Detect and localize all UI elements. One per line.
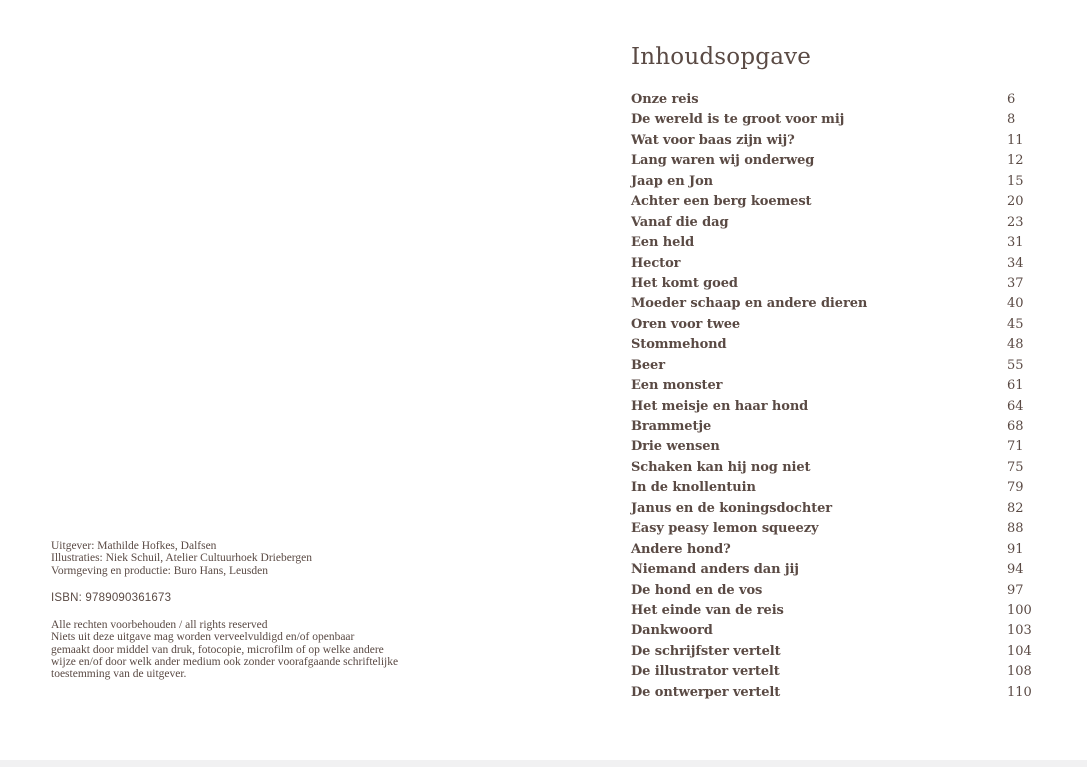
- toc-entry: [631, 458, 1041, 478]
- toc-entry-title: Moeder schaap en andere dieren: [631, 296, 868, 312]
- toc-entry-title: Beer: [631, 357, 665, 373]
- toc-entry-title: Onze reis: [631, 92, 699, 107]
- toc-entry: [631, 254, 1041, 274]
- toc-entry-page-number: 11: [1007, 132, 1024, 148]
- toc-entry-page-number: 79: [1007, 480, 1024, 496]
- toc-entry: [631, 356, 1041, 376]
- toc-entry-page-number: 45: [1007, 316, 1024, 332]
- toc-entry-title: Dankwoord: [631, 623, 713, 639]
- toc-entry: [631, 233, 1041, 253]
- toc-entry-page-number: 23: [1007, 214, 1024, 230]
- toc-entry-page-number: 71: [1007, 439, 1024, 455]
- toc-entry-page-number: 110: [1007, 684, 1032, 700]
- toc-list: [631, 90, 1041, 703]
- illustrations-line: Illustraties: Niek Schuil, Atelier Cultuurhoek Driebergen: [51, 552, 313, 565]
- rights-line: gemaakt door middel van druk, fotocopie, microfilm of op welke andere: [51, 643, 384, 656]
- toc-entry: [631, 519, 1041, 539]
- toc-entry-title: Oren voor twee: [631, 316, 741, 332]
- toc-entry-page-number: 75: [1007, 459, 1024, 475]
- toc-entry-title: Stommehond: [631, 337, 727, 353]
- toc-entry-page-number: 104: [1007, 643, 1032, 659]
- toc-entry: [631, 172, 1041, 192]
- rights-line: wijze en/of door welk ander medium ook zonder voorafgaande schriftelijke: [51, 656, 399, 669]
- toc-entry-title: De schrijfster vertelt: [631, 643, 781, 659]
- toc-entry-title: Lang waren wij onderweg: [631, 153, 815, 169]
- rights-text: [51, 631, 496, 680]
- toc-entry-page-number: 48: [1007, 337, 1024, 353]
- toc-entry-page-number: 91: [1007, 541, 1024, 557]
- toc-entry-page-number: 55: [1007, 357, 1024, 373]
- toc-entry: [631, 540, 1041, 560]
- toc-title: Inhoudsopgave: [631, 44, 812, 70]
- toc-entry-title: Jaap en Jon: [631, 173, 714, 189]
- toc-entry-page-number: 12: [1007, 153, 1024, 169]
- design-line: Vormgeving en productie: Buro Hans, Leusden: [51, 564, 268, 577]
- toc-entry-title: De illustrator vertelt: [631, 664, 780, 680]
- toc-entry-title: Easy peasy lemon squeezy: [631, 521, 819, 537]
- rights-title: Alle rechten voorbehouden / all rights reserved: [51, 619, 268, 632]
- toc-entry: [631, 621, 1041, 641]
- toc-entry-title: Een monster: [631, 378, 723, 394]
- toc-entry: [631, 376, 1041, 396]
- toc-entry-page-number: 8: [1007, 112, 1016, 128]
- toc-entry-page-number: 88: [1007, 521, 1024, 537]
- toc-entry: [631, 315, 1041, 335]
- toc-entry-page-number: 97: [1007, 582, 1024, 598]
- toc-entry-title: Niemand anders dan jij: [631, 562, 799, 578]
- toc-entry-page-number: 64: [1007, 398, 1024, 414]
- toc-entry-page-number: 15: [1007, 173, 1024, 189]
- toc-entry-page-number: 68: [1007, 419, 1024, 434]
- toc-entry-page-number: 31: [1007, 235, 1024, 251]
- toc-entry: [631, 499, 1041, 519]
- toc-entry-title: Het meisje en haar hond: [631, 398, 809, 414]
- toc-entry: [631, 581, 1041, 601]
- toc-entry-page-number: 20: [1007, 194, 1024, 210]
- toc-entry: [631, 131, 1041, 151]
- toc-entry-page-number: 34: [1007, 255, 1024, 271]
- toc-entry-title: Drie wensen: [631, 439, 720, 455]
- toc-entry-page-number: 40: [1007, 296, 1024, 312]
- toc-entry-page-number: 6: [1007, 92, 1016, 107]
- toc-entry: [631, 642, 1041, 662]
- toc-entry-title: Wat voor baas zijn wij?: [631, 132, 795, 148]
- toc-entry: [631, 683, 1041, 703]
- toc-entry-page-number: 94: [1007, 562, 1024, 578]
- toc-entry-title: Een held: [631, 235, 695, 251]
- toc-entry: [631, 560, 1041, 580]
- toc-entry: [631, 662, 1041, 682]
- toc-entry-title: Janus en de koningsdochter: [631, 500, 833, 516]
- toc-entry: [631, 151, 1041, 171]
- toc-entry-title: Vanaf die dag: [631, 214, 729, 230]
- toc-entry-title: Achter een berg koemest: [631, 194, 812, 210]
- toc-entry-page-number: 100: [1007, 602, 1032, 618]
- isbn-line: ISBN: 9789090361673: [51, 591, 172, 604]
- toc-entry-title: Brammetje: [631, 419, 712, 434]
- toc-entry: [631, 213, 1041, 233]
- toc-entry: [631, 417, 1041, 437]
- toc-entry-page-number: 82: [1007, 500, 1024, 516]
- toc-entry: [631, 274, 1041, 294]
- toc-entry-title: De wereld is te groot voor mij: [631, 112, 845, 128]
- toc-entry: [631, 90, 1041, 110]
- toc-entry-title: In de knollentuin: [631, 480, 756, 496]
- toc-entry: [631, 478, 1041, 498]
- colophon: [51, 540, 496, 681]
- toc-entry: [631, 335, 1041, 355]
- toc-entry-title: Schaken kan hij nog niet: [631, 459, 811, 475]
- toc-entry: [631, 601, 1041, 621]
- toc-entry: [631, 110, 1041, 130]
- toc-entry-page-number: 108: [1007, 664, 1032, 680]
- table-of-contents: [631, 42, 1041, 703]
- toc-entry-page-number: 61: [1007, 378, 1024, 394]
- publisher-line: Uitgever: Mathilde Hofkes, Dalfsen: [51, 540, 217, 552]
- toc-entry-title: Het komt goed: [631, 275, 738, 291]
- toc-entry-title: De hond en de vos: [631, 582, 763, 598]
- toc-entry-title: Hector: [631, 255, 681, 271]
- rights-line: Niets uit deze uitgave mag worden verveelvuldigd en/of openbaar: [51, 631, 355, 644]
- toc-entry: [631, 397, 1041, 417]
- footer-strip: [0, 760, 1087, 767]
- toc-entry: [631, 192, 1041, 212]
- toc-entry: [631, 437, 1041, 457]
- toc-entry: [631, 294, 1041, 314]
- rights-line: toestemming van de uitgever.: [51, 668, 187, 681]
- toc-entry-title: De ontwerper vertelt: [631, 684, 781, 700]
- toc-entry-page-number: 103: [1007, 623, 1032, 639]
- toc-entry-title: Het einde van de reis: [631, 602, 784, 618]
- toc-entry-title: Andere hond?: [631, 541, 731, 557]
- toc-entry-page-number: 37: [1007, 275, 1024, 291]
